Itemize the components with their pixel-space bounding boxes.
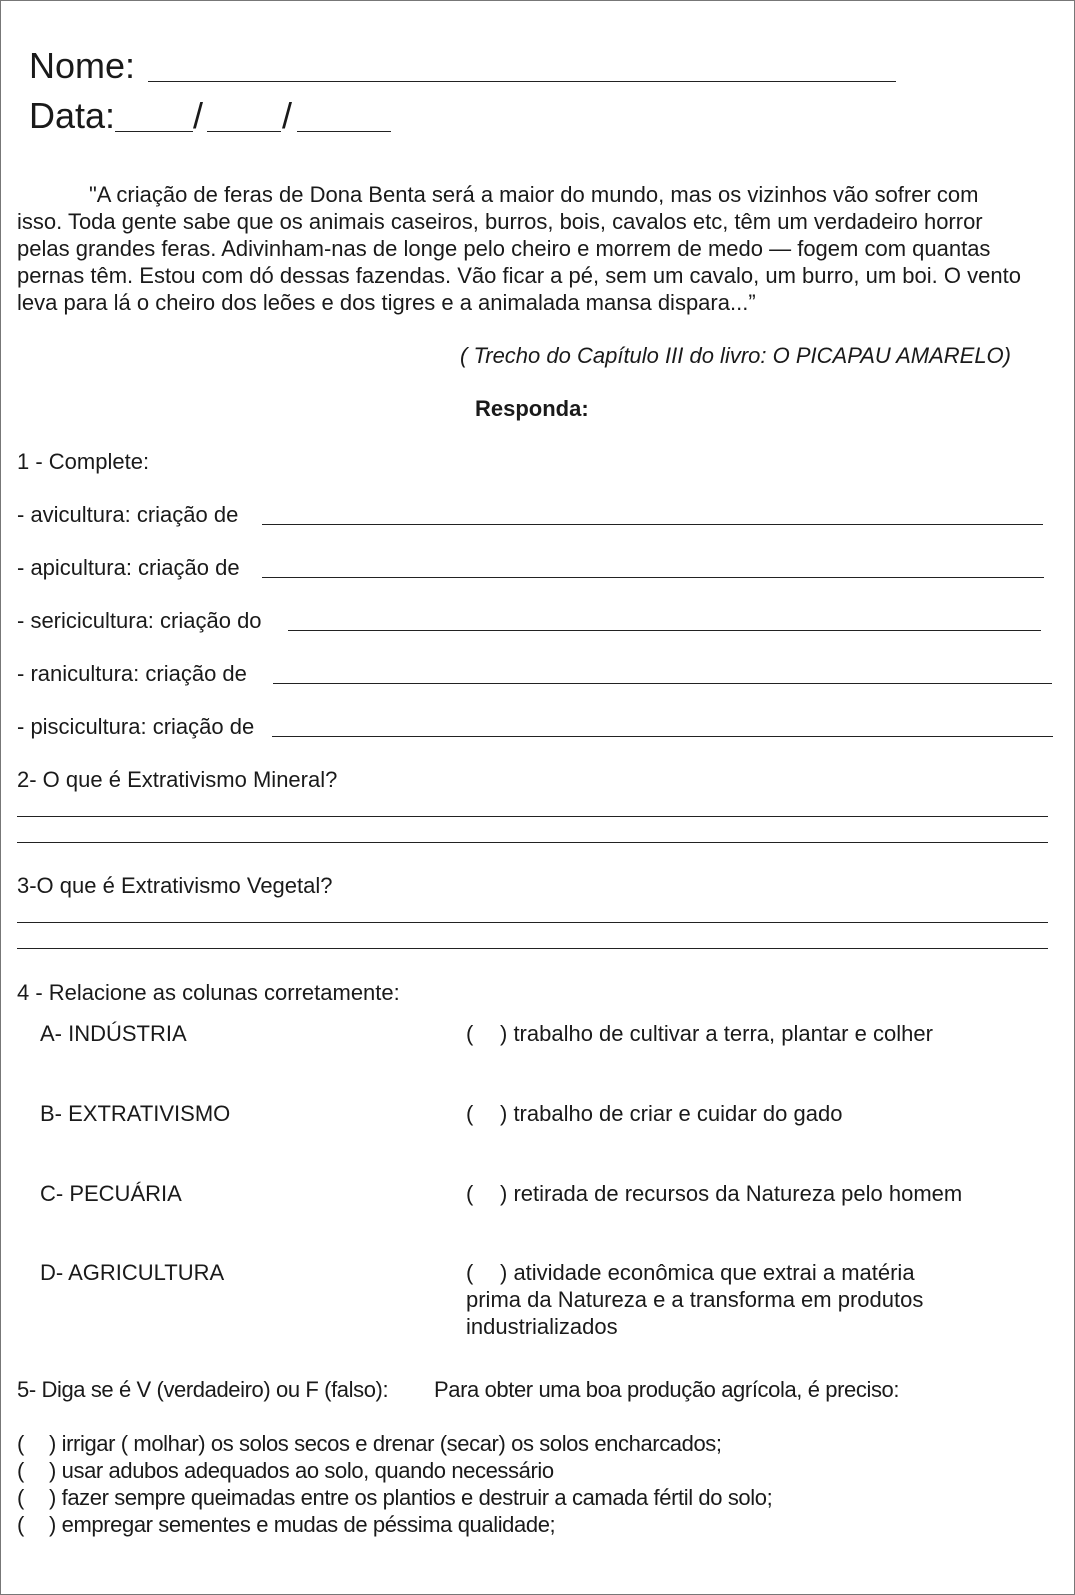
q4-right-item: ) trabalho de criar e cuidar do gado bbox=[500, 1101, 843, 1126]
q2-title: 2- O que é Extrativismo Mineral? bbox=[17, 767, 338, 792]
q4-right-item-continued: industrializados bbox=[466, 1314, 618, 1339]
q1-item-label: - ranicultura: criação de bbox=[17, 661, 247, 686]
q1-answer-line bbox=[272, 736, 1053, 737]
q3-answer-line bbox=[17, 948, 1048, 949]
passage-text bbox=[17, 181, 1074, 316]
name-line bbox=[148, 81, 896, 82]
date-month-line bbox=[207, 131, 281, 132]
q1-item-label: - piscicultura: criação de bbox=[17, 714, 255, 739]
q4-paren: ( bbox=[466, 1260, 474, 1285]
q1-answer-line bbox=[273, 683, 1052, 684]
q1-item-label: - apicultura: criação de bbox=[17, 555, 240, 580]
q1-title: 1 - Complete: bbox=[17, 449, 150, 474]
q5-subtitle: Para obter uma boa produção agrícola, é preciso: bbox=[434, 1377, 900, 1402]
passage-line: pernas têm. Estou com dó dessas fazendas. Vão ficar a pé, sem um cavalo, um burro, um boi. O vento bbox=[17, 263, 1021, 288]
q4-right-item: ) atividade econômica que extrai a matéria bbox=[500, 1260, 915, 1285]
q4-left-item: B- EXTRATIVISMO bbox=[40, 1101, 231, 1126]
q5-item: ) irrigar ( molhar) os solos secos e drenar (secar) os solos encharcados; bbox=[49, 1431, 722, 1456]
date-label: Data: bbox=[29, 95, 116, 136]
date-day-line bbox=[115, 131, 193, 132]
date-separator-1: / bbox=[193, 95, 204, 136]
q1-answer-line bbox=[288, 630, 1041, 631]
q4-right-item-continued: prima da Natureza e a transforma em produtos bbox=[466, 1287, 924, 1312]
q5-title: 5- Diga se é V (verdadeiro) ou F (falso): bbox=[17, 1377, 389, 1402]
q4-paren: ( bbox=[466, 1021, 474, 1046]
q5-paren: ( bbox=[17, 1431, 25, 1456]
q4-left-item: C- PECUÁRIA bbox=[40, 1181, 182, 1206]
q1-item-label: - avicultura: criação de bbox=[17, 502, 239, 527]
name-label: Nome: bbox=[29, 45, 136, 86]
q4-left-item: D- AGRICULTURA bbox=[40, 1260, 225, 1285]
q5-paren: ( bbox=[17, 1512, 25, 1537]
q4-right-item: ) retirada de recursos da Natureza pelo homem bbox=[500, 1181, 963, 1206]
passage-line: leva para lá o cheiro dos leões e dos tigres e a animalada mansa dispara...” bbox=[17, 290, 756, 315]
q1-item-label: - sericicultura: criação do bbox=[17, 608, 262, 633]
q5-item: ) usar adubos adequados ao solo, quando necessário bbox=[49, 1458, 554, 1483]
q1-answer-line bbox=[262, 577, 1044, 578]
q5-paren: ( bbox=[17, 1485, 25, 1510]
q5-paren: ( bbox=[17, 1458, 25, 1483]
q4-right-item: ) trabalho de cultivar a terra, plantar e colher bbox=[500, 1021, 933, 1046]
q3-title: 3-O que é Extrativismo Vegetal? bbox=[17, 873, 333, 898]
passage-line: pelas grandes feras. Adivinham-nas de longe pelo cheiro e morrem de medo — fogem com quantas bbox=[17, 236, 991, 261]
q1-answer-line bbox=[262, 524, 1043, 525]
q4-paren: ( bbox=[466, 1101, 474, 1126]
passage-line: isso. Toda gente sabe que os animais caseiros, burros, bois, cavalos etc, têm um verdadeiro horror bbox=[17, 209, 983, 234]
q4-title: 4 - Relacione as colunas corretamente: bbox=[17, 980, 400, 1005]
q2-answer-line bbox=[17, 816, 1048, 817]
q5-item: ) fazer sempre queimadas entre os plantios e destruir a camada fértil do solo; bbox=[49, 1485, 773, 1510]
q5-item: ) empregar sementes e mudas de péssima qualidade; bbox=[49, 1512, 556, 1537]
date-separator-2: / bbox=[282, 95, 293, 136]
respond-heading: Responda: bbox=[475, 396, 589, 421]
q3-answer-line bbox=[17, 922, 1048, 923]
q4-left-item: A- INDÚSTRIA bbox=[40, 1021, 187, 1046]
passage-source: ( Trecho do Capítulo III do livro: O PICAPAU AMARELO) bbox=[460, 343, 1011, 368]
q4-paren: ( bbox=[466, 1181, 474, 1206]
q2-answer-line bbox=[17, 842, 1048, 843]
passage-line: "A criação de feras de Dona Benta será a maior do mundo, mas os vizinhos vão sofrer com bbox=[89, 182, 979, 207]
date-year-line bbox=[297, 131, 391, 132]
